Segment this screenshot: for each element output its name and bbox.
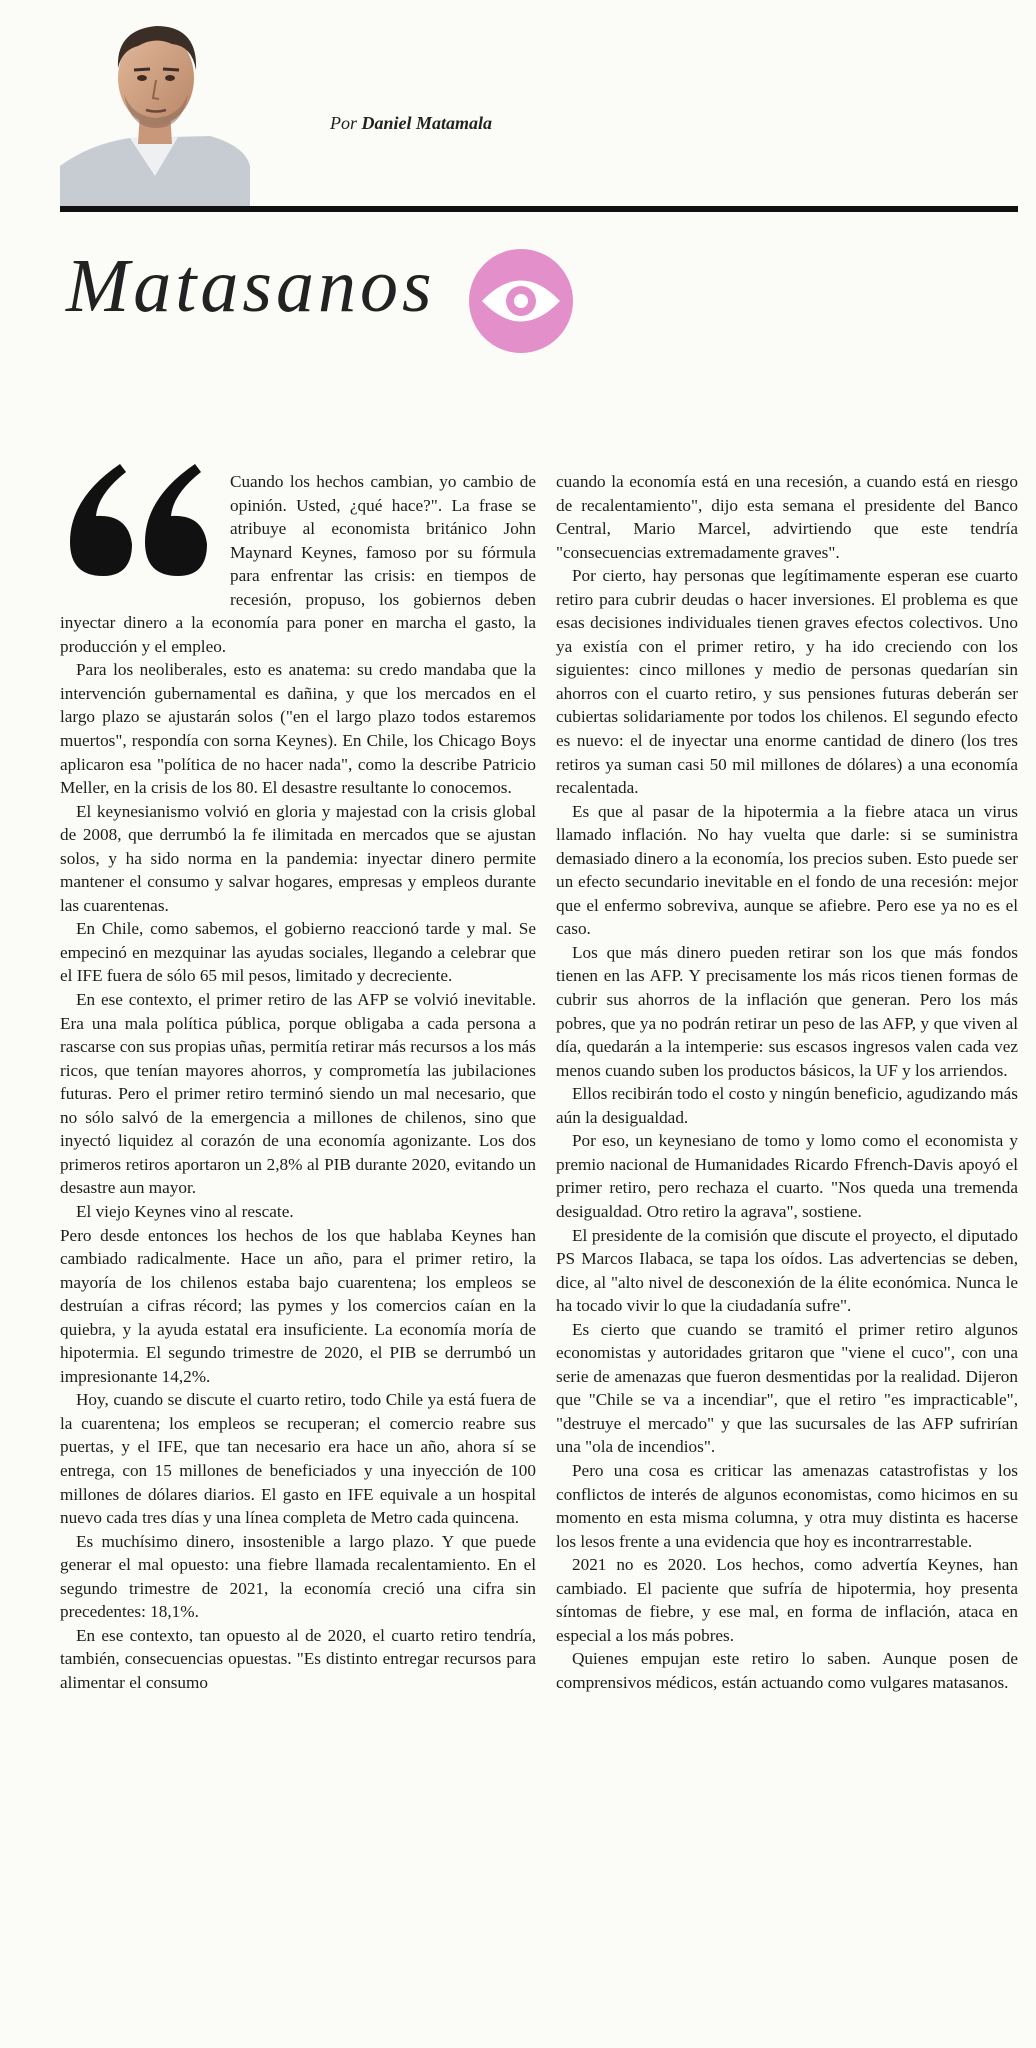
paragraph: Es cierto que cuando se tramitó el primer retiro algunos economistas y autoridades gritaron que "viene el cuco", con una serie de amenazas que fueron desmentidas por la realidad. Dijeron que "Chile se va a incendiar", que el retiro "es impracticable", "destruye el mercado" y que las sucursales de las AFP sufrirían una "ola de incendios". bbox=[556, 1319, 1018, 1457]
paragraph: Quienes empujan este retiro lo saben. Aunque posen de comprensivos médicos, están actuando como vulgares matasanos. bbox=[556, 1649, 1018, 1692]
paragraph: Pero una cosa es criticar las amenazas catastrofistas y los conflictos de interés de algunos economistas, como hicimos en su momento en esta misma columna, y otra muy distinta es hacerse los lesos frente a una evidencia que hoy es incontrarrestable. bbox=[556, 1460, 1018, 1551]
paragraph: En Chile, como sabemos, el gobierno reaccionó tarde y mal. Se empecinó en mezquinar las ayudas sociales, llegando a celebrar que el IFE fuera de sólo 65 mil pesos, limitado y decreciente. bbox=[60, 919, 536, 986]
paragraph: En ese contexto, tan opuesto al de 2020, el cuarto retiro tendría, también, consecuencias opuestas. "Es distinto entregar recursos para alimentar el consumo bbox=[60, 1625, 536, 1692]
article-column-left bbox=[60, 470, 536, 1694]
paragraph: cuando la economía está en una recesión, a cuando está en riesgo de recalentamiento", dijo esta semana el presidente del Banco Central, Mario Marcel, advirtiendo que este tendría "consecuencias extremadamente graves". bbox=[556, 472, 1018, 562]
paragraph: El viejo Keynes vino al rescate. bbox=[76, 1201, 294, 1221]
paragraph: El presidente de la comisión que discute el proyecto, el diputado PS Marcos Ilabaca, se tapa los oídos. Las advertencias se deben, dice, al "alto nivel de desconexión de la élite económica. Nunca le ha tocado vivir lo que la ciudadanía sufre". bbox=[556, 1225, 1018, 1316]
paragraph: Hoy, cuando se discute el cuarto retiro, todo Chile ya está fuera de la cuarentena; los empleos se recuperan; el comercio reabre sus puertas, y el IFE, que tan necesario era hace un año, ahora sí se entrega, con 15 millones de beneficiados y una inyección de 100 millones de dólares diarios. El gasto en IFE equivale a un hospital nuevo cada tres días y una línea completa de Metro cada quincena. bbox=[60, 1390, 536, 1528]
header-rule bbox=[60, 206, 1018, 212]
paragraph: Es muchísimo dinero, insostenible a largo plazo. Y que puede generar el mal opuesto: una fiebre llamada recalentamiento. En el segundo trimestre de 2021, la economía creció una cifra sin precedentes: 18,1%. bbox=[60, 1531, 536, 1622]
paragraph: Cuando los hechos cambian, yo cambio de opinión. Usted, ¿qué hace?". La frase se atribuye al economista británico John Maynard Keynes, famoso por su fórmula para enfrentar las crisis: en tiempos de recesión, propuso, los gobiernos deben inyectar dinero a la economía para poner en marcha el gasto, la producción y el empleo. bbox=[60, 472, 536, 656]
eye-icon bbox=[468, 248, 574, 354]
paragraph: Pero desde entonces los hechos de los que hablaba Keynes han cambiado radicalmente. Hace un año, para el primer retiro, la mayoría de los chilenos estaba bajo cuarentena; los empleos se destruían a cifras récord; las pymes y los comercios caían en la quiebra, y la ayuda estatal era insuficiente. La economía moría de hipotermia. El segundo trimestre de 2020, el PIB se derrumbó un impresionante 14,2%. bbox=[60, 1225, 536, 1386]
paragraph: Por cierto, hay personas que legítimamente esperan ese cuarto retiro para cubrir deudas o hacer inversiones. El problema es que esas decisiones individuales tienen graves efectos colectivos. Uno ya existía con el primer retiro, y ha ido creciendo con los siguientes: cinco millones y medio de personas quedarían sin ahorros con el cuarto retiro, y sus pensiones futuras deberán ser cubiertas solidariamente por todos los chilenos. El segundo efecto es nuevo: el de inyectar una enorme cantidad de dinero (los tres retiros ya suman casi 50 mil millones de dólares) a una economía recalentada. bbox=[556, 566, 1018, 798]
byline-prefix: Por bbox=[330, 113, 357, 133]
paragraph: 2021 no es 2020. Los hechos, como advertía Keynes, han cambiado. El paciente que sufría de hipotermia, hoy presenta síntomas de fiebre, y ese mal, en forma de inflación, ataca en especial a los más pobres. bbox=[556, 1555, 1018, 1645]
author-portrait bbox=[60, 16, 250, 206]
author-name: Daniel Matamala bbox=[361, 113, 493, 133]
article-column-right bbox=[556, 470, 1018, 1694]
paragraph: Es que al pasar de la hipotermia a la fiebre ataca un virus llamado inflación. No hay vuelta que darle: si se suministra demasiado dinero a la economía, los precios suben. Esto puede ser un efecto secundario inevitable en el fondo de una recesión: mejor que el enfermo sobreviva, aunque se afiebre. Pero ese ya no es el caso. bbox=[556, 801, 1018, 939]
paragraph: El keynesianismo volvió en gloria y majestad con la crisis global de 2008, que derrumbó la fe ilimitada en mercados que se ajustan solos, y ha sido norma en la pandemia: inyectar dinero permite mantener el consumo y salvar hogares, empresas y empleos durante las cuarentenas. bbox=[60, 801, 536, 915]
column-title: Matasanos bbox=[66, 244, 436, 328]
paragraph: En ese contexto, el primer retiro de las AFP se volvió inevitable. Era una mala política pública, porque obligaba a cada persona a rascarse con sus propias uñas, permitía retirar más recursos a los más ricos, que tenían mayores ahorros, y comprometía las jubilaciones futuras. Pero el primer retiro terminó siendo un mal necesario, que no sólo salvó de la emergencia a millones de chilenos, sino que inyectó liquidez al corazón de una economía agonizante. Los dos primeros retiros aportaron un 2,8% al PIB durante 2020, evitando un desastre aun mayor. bbox=[60, 990, 536, 1198]
paragraph: Para los neoliberales, esto es anatema: su credo mandaba que la intervención gubernamental es dañina, y que los mercados en el largo plazo se ajustarán solos ("en el largo plazo todos estaremos muertos", respondía con sorna Keynes). En Chile, los Chicago Boys aplicaron esa "política de no hacer nada", como la describe Patricio Meller, en la crisis de los 80. El desastre resultante lo conocemos. bbox=[60, 660, 536, 798]
byline bbox=[330, 113, 492, 134]
paragraph: Los que más dinero pueden retirar son los que más fondos tienen en las AFP. Y precisamente los más ricos tienen formas de cubrir sus ahorros de la inflación que generan. Pero los más pobres, que ya no podrán retirar un peso de las AFP, y que viven al día, quedarán a la intemperie: sus escasos ingresos valen cada vez menos cuando suben los productos básicos, la UF y los arriendos. bbox=[556, 942, 1018, 1080]
paragraph: Ellos recibirán todo el costo y ningún beneficio, agudizando más aún la desigualdad. bbox=[556, 1084, 1018, 1127]
paragraph: Por eso, un keynesiano de tomo y lomo como el economista y premio nacional de Humanidades Ricardo Ffrench-Davis apoyó el primer retiro, pero rechaza el cuarto. "Nos queda una tremenda desigualdad. Otro retiro la agrava", sostiene. bbox=[556, 1131, 1018, 1221]
